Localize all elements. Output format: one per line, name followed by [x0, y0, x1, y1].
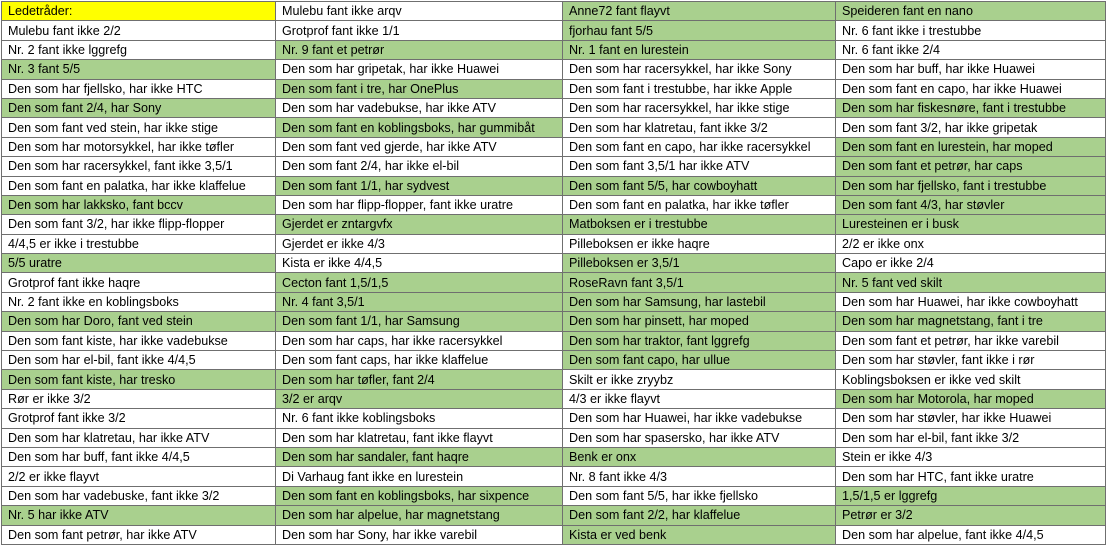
clue-cell[interactable]: fjorhau fant 5/5 — [563, 21, 836, 40]
clue-cell[interactable]: Den som har sandaler, fant haqre — [276, 447, 563, 466]
clue-cell[interactable]: Den som fant 5/5, har ikke fjellsko — [563, 486, 836, 505]
table-row — [2, 60, 1106, 79]
clue-cell[interactable]: Nr. 3 fant 5/5 — [2, 60, 276, 79]
table-row — [2, 486, 1106, 505]
clue-cell[interactable]: Den som fant ved gjerde, har ikke ATV — [276, 137, 563, 156]
clue-cell[interactable]: Den som fant 2/4, har Sony — [2, 98, 276, 117]
clue-cell[interactable]: Den som har HTC, fant ikke uratre — [836, 467, 1106, 486]
clue-cell[interactable]: Den som fant 3/2, har ikke gripetak — [836, 118, 1106, 137]
clue-cell[interactable]: Benk er onx — [563, 447, 836, 466]
table-row — [2, 447, 1106, 466]
clue-cell[interactable]: Den som fant en lurestein, har moped — [836, 137, 1106, 156]
clue-cell[interactable]: Mulebu fant ikke 2/2 — [2, 21, 276, 40]
clue-cell[interactable]: Speideren fant en nano — [836, 2, 1106, 21]
clue-cell[interactable]: Den som har fiskesnøre, fant i trestubbe — [836, 98, 1106, 117]
clue-cell[interactable]: Den som fant en capo, har ikke racersykkel — [563, 137, 836, 156]
table-row — [2, 176, 1106, 195]
table-row — [2, 273, 1106, 292]
clue-cell[interactable]: Grotprof fant ikke 1/1 — [276, 21, 563, 40]
clue-cell[interactable]: 5/5 uratre — [2, 254, 276, 273]
clue-cell[interactable]: Kista er ikke 4/4,5 — [276, 254, 563, 273]
clue-cell[interactable]: Den som har pinsett, har moped — [563, 312, 836, 331]
clue-cell[interactable]: Den som fant i tre, har OnePlus — [276, 79, 563, 98]
clue-table-body — [2, 2, 1106, 545]
clue-cell[interactable]: Den som har spasersko, har ikke ATV — [563, 428, 836, 447]
clue-cell[interactable]: Den som har fjellsko, har ikke HTC — [2, 79, 276, 98]
clue-cell[interactable]: Grotprof fant ikke 3/2 — [2, 409, 276, 428]
clue-cell[interactable]: Den som fant 3,5/1 har ikke ATV — [563, 157, 836, 176]
clue-cell[interactable]: 4/4,5 er ikke i trestubbe — [2, 234, 276, 253]
clue-cell[interactable]: 2/2 er ikke flayvt — [2, 467, 276, 486]
clue-cell[interactable]: Nr. 6 fant ikke 2/4 — [836, 40, 1106, 59]
table-row — [2, 215, 1106, 234]
table-row — [2, 409, 1106, 428]
clue-cell[interactable]: Den som har fjellsko, fant i trestubbe — [836, 176, 1106, 195]
clue-cell[interactable]: 3/2 er arqv — [276, 389, 563, 408]
clue-cell[interactable]: Den som fant kiste, har ikke vadebukse — [2, 331, 276, 350]
clue-cell[interactable]: Den som har flipp-flopper, fant ikke uratre — [276, 195, 563, 214]
clue-cell[interactable]: Den som har støvler, fant ikke i rør — [836, 351, 1106, 370]
clue-cell[interactable]: Den som fant kiste, har tresko — [2, 370, 276, 389]
table-row — [2, 292, 1106, 311]
clue-cell[interactable]: Den som fant en koblingsboks, har gummibåt — [276, 118, 563, 137]
clue-cell[interactable]: Den som har klatretau, har ikke ATV — [2, 428, 276, 447]
clue-cell[interactable]: Den som har alpelue, fant ikke 4/4,5 — [836, 525, 1106, 544]
clue-cell[interactable]: 1,5/1,5 er lggrefg — [836, 486, 1106, 505]
clue-cell[interactable]: Rør er ikke 3/2 — [2, 389, 276, 408]
clue-cell[interactable]: Den som har lakksko, fant bccv — [2, 195, 276, 214]
clue-cell[interactable]: Den som har magnetstang, fant i tre — [836, 312, 1106, 331]
clue-cell[interactable]: Mulebu fant ikke arqv — [276, 2, 563, 21]
clue-cell[interactable]: Kista er ved benk — [563, 525, 836, 544]
clue-cell[interactable]: 4/3 er ikke flayvt — [563, 389, 836, 408]
clue-cell[interactable]: Den som har Samsung, har lastebil — [563, 292, 836, 311]
clue-cell[interactable]: Den som har Huawei, har ikke cowboyhatt — [836, 292, 1106, 311]
table-row — [2, 2, 1106, 21]
clue-cell[interactable]: Pilleboksen er ikke haqre — [563, 234, 836, 253]
clue-cell[interactable]: Pilleboksen er 3,5/1 — [563, 254, 836, 273]
table-row — [2, 195, 1106, 214]
clue-cell[interactable]: Den som fant et petrør, har ikke varebil — [836, 331, 1106, 350]
clue-cell[interactable]: Den som fant 2/4, har ikke el-bil — [276, 157, 563, 176]
clue-cell[interactable]: Den som fant ved stein, har ikke stige — [2, 118, 276, 137]
clue-cell[interactable]: Den som har gripetak, har ikke Huawei — [276, 60, 563, 79]
clue-cell[interactable]: Nr. 2 fant ikke lggrefg — [2, 40, 276, 59]
clue-cell[interactable]: Den som fant 4/3, har støvler — [836, 195, 1106, 214]
clue-cell[interactable]: Matboksen er i trestubbe — [563, 215, 836, 234]
clue-cell[interactable]: Ledetråder: — [2, 2, 276, 21]
clue-cell[interactable]: Den som har Doro, fant ved stein — [2, 312, 276, 331]
table-row — [2, 467, 1106, 486]
clue-cell[interactable]: Den som har traktor, fant lggrefg — [563, 331, 836, 350]
clue-cell[interactable]: Den som har Huawei, har ikke vadebukse — [563, 409, 836, 428]
clue-cell[interactable]: Den som fant caps, har ikke klaffelue — [276, 351, 563, 370]
clue-cell[interactable]: Nr. 8 fant ikke 4/3 — [563, 467, 836, 486]
clue-cell[interactable]: Den som har caps, har ikke racersykkel — [276, 331, 563, 350]
clue-cell[interactable]: Den som fant en palatka, har ikke klaffelue — [2, 176, 276, 195]
clue-cell[interactable]: Den som har buff, fant ikke 4/4,5 — [2, 447, 276, 466]
clue-cell[interactable]: Koblingsboksen er ikke ved skilt — [836, 370, 1106, 389]
clue-cell[interactable]: Den som har el-bil, fant ikke 4/4,5 — [2, 351, 276, 370]
table-row — [2, 234, 1106, 253]
table-row — [2, 157, 1106, 176]
table-row — [2, 389, 1106, 408]
clue-cell[interactable]: Den som har el-bil, fant ikke 3/2 — [836, 428, 1106, 447]
clue-cell[interactable]: Nr. 2 fant ikke en koblingsboks — [2, 292, 276, 311]
clue-cell[interactable]: Den som har motorsykkel, har ikke tøfler — [2, 137, 276, 156]
clue-cell[interactable]: Capo er ikke 2/4 — [836, 254, 1106, 273]
table-row — [2, 79, 1106, 98]
table-row — [2, 312, 1106, 331]
clue-cell[interactable]: Den som fant 5/5, har cowboyhatt — [563, 176, 836, 195]
clue-cell[interactable]: Den som har vadebukse, har ikke ATV — [276, 98, 563, 117]
clue-cell[interactable]: Den som har buff, har ikke Huawei — [836, 60, 1106, 79]
table-row — [2, 21, 1106, 40]
clue-cell[interactable]: Nr. 5 har ikke ATV — [2, 506, 276, 525]
clue-cell[interactable]: Nr. 1 fant en lurestein — [563, 40, 836, 59]
clue-cell[interactable]: Nr. 6 fant ikke i trestubbe — [836, 21, 1106, 40]
clue-cell[interactable]: Grotprof fant ikke haqre — [2, 273, 276, 292]
clue-cell[interactable]: Den som fant 3/2, har ikke flipp-flopper — [2, 215, 276, 234]
table-row — [2, 137, 1106, 156]
table-row — [2, 98, 1106, 117]
clue-cell[interactable]: Petrør er 3/2 — [836, 506, 1106, 525]
table-row — [2, 40, 1106, 59]
clue-cell[interactable]: Den som har tøfler, fant 2/4 — [276, 370, 563, 389]
table-row — [2, 351, 1106, 370]
clue-cell[interactable]: 2/2 er ikke onx — [836, 234, 1106, 253]
clue-cell[interactable]: Cecton fant 1,5/1,5 — [276, 273, 563, 292]
clue-cell[interactable]: Den som fant en palatka, har ikke tøfler — [563, 195, 836, 214]
clue-cell[interactable]: Den som har racersykkel, har ikke stige — [563, 98, 836, 117]
clue-cell[interactable]: Nr. 6 fant ikke koblingsboks — [276, 409, 563, 428]
clue-cell[interactable]: Den som har Sony, har ikke varebil — [276, 525, 563, 544]
clue-cell[interactable]: Den som fant et petrør, har caps — [836, 157, 1106, 176]
clue-cell[interactable]: Den som fant petrør, har ikke ATV — [2, 525, 276, 544]
clue-cell[interactable]: Di Varhaug fant ikke en lurestein — [276, 467, 563, 486]
clue-cell[interactable]: Gjerdet er zntargvfx — [276, 215, 563, 234]
clue-cell[interactable]: Gjerdet er ikke 4/3 — [276, 234, 563, 253]
clue-cell[interactable]: Den som har alpelue, har magnetstang — [276, 506, 563, 525]
clue-cell[interactable]: Luresteinen er i busk — [836, 215, 1106, 234]
table-row — [2, 118, 1106, 137]
clue-cell[interactable]: Nr. 4 fant 3,5/1 — [276, 292, 563, 311]
clue-cell[interactable]: Den som fant i trestubbe, har ikke Apple — [563, 79, 836, 98]
clue-cell[interactable]: Den som har racersykkel, har ikke Sony — [563, 60, 836, 79]
clue-cell[interactable]: RoseRavn fant 3,5/1 — [563, 273, 836, 292]
clue-cell[interactable]: Den som har racersykkel, fant ikke 3,5/1 — [2, 157, 276, 176]
clue-cell[interactable]: Den som fant en koblingsboks, har sixpence — [276, 486, 563, 505]
clue-cell[interactable]: Nr. 9 fant et petrør — [276, 40, 563, 59]
clue-cell[interactable]: Nr. 5 fant ved skilt — [836, 273, 1106, 292]
clue-cell[interactable]: Anne72 fant flayvt — [563, 2, 836, 21]
clue-cell[interactable]: Den som fant en capo, har ikke Huawei — [836, 79, 1106, 98]
clue-cell[interactable]: Den som har Motorola, har moped — [836, 389, 1106, 408]
table-row — [2, 254, 1106, 273]
table-row — [2, 428, 1106, 447]
clue-cell[interactable]: Stein er ikke 4/3 — [836, 447, 1106, 466]
clue-cell[interactable]: Den som har klatretau, fant ikke 3/2 — [563, 118, 836, 137]
clue-cell[interactable]: Skilt er ikke zryybz — [563, 370, 836, 389]
clue-table — [1, 1, 1106, 545]
clue-cell[interactable]: Den som fant 1/1, har Samsung — [276, 312, 563, 331]
clue-cell[interactable]: Den som fant 2/2, har klaffelue — [563, 506, 836, 525]
clue-cell[interactable]: Den som fant 1/1, har sydvest — [276, 176, 563, 195]
clue-cell[interactable]: Den som har støvler, har ikke Huawei — [836, 409, 1106, 428]
table-row — [2, 370, 1106, 389]
clue-cell[interactable]: Den som fant capo, har ullue — [563, 351, 836, 370]
clue-cell[interactable]: Den som har klatretau, fant ikke flayvt — [276, 428, 563, 447]
table-row — [2, 525, 1106, 544]
table-row — [2, 331, 1106, 350]
table-row — [2, 506, 1106, 525]
clue-cell[interactable]: Den som har vadebuske, fant ikke 3/2 — [2, 486, 276, 505]
